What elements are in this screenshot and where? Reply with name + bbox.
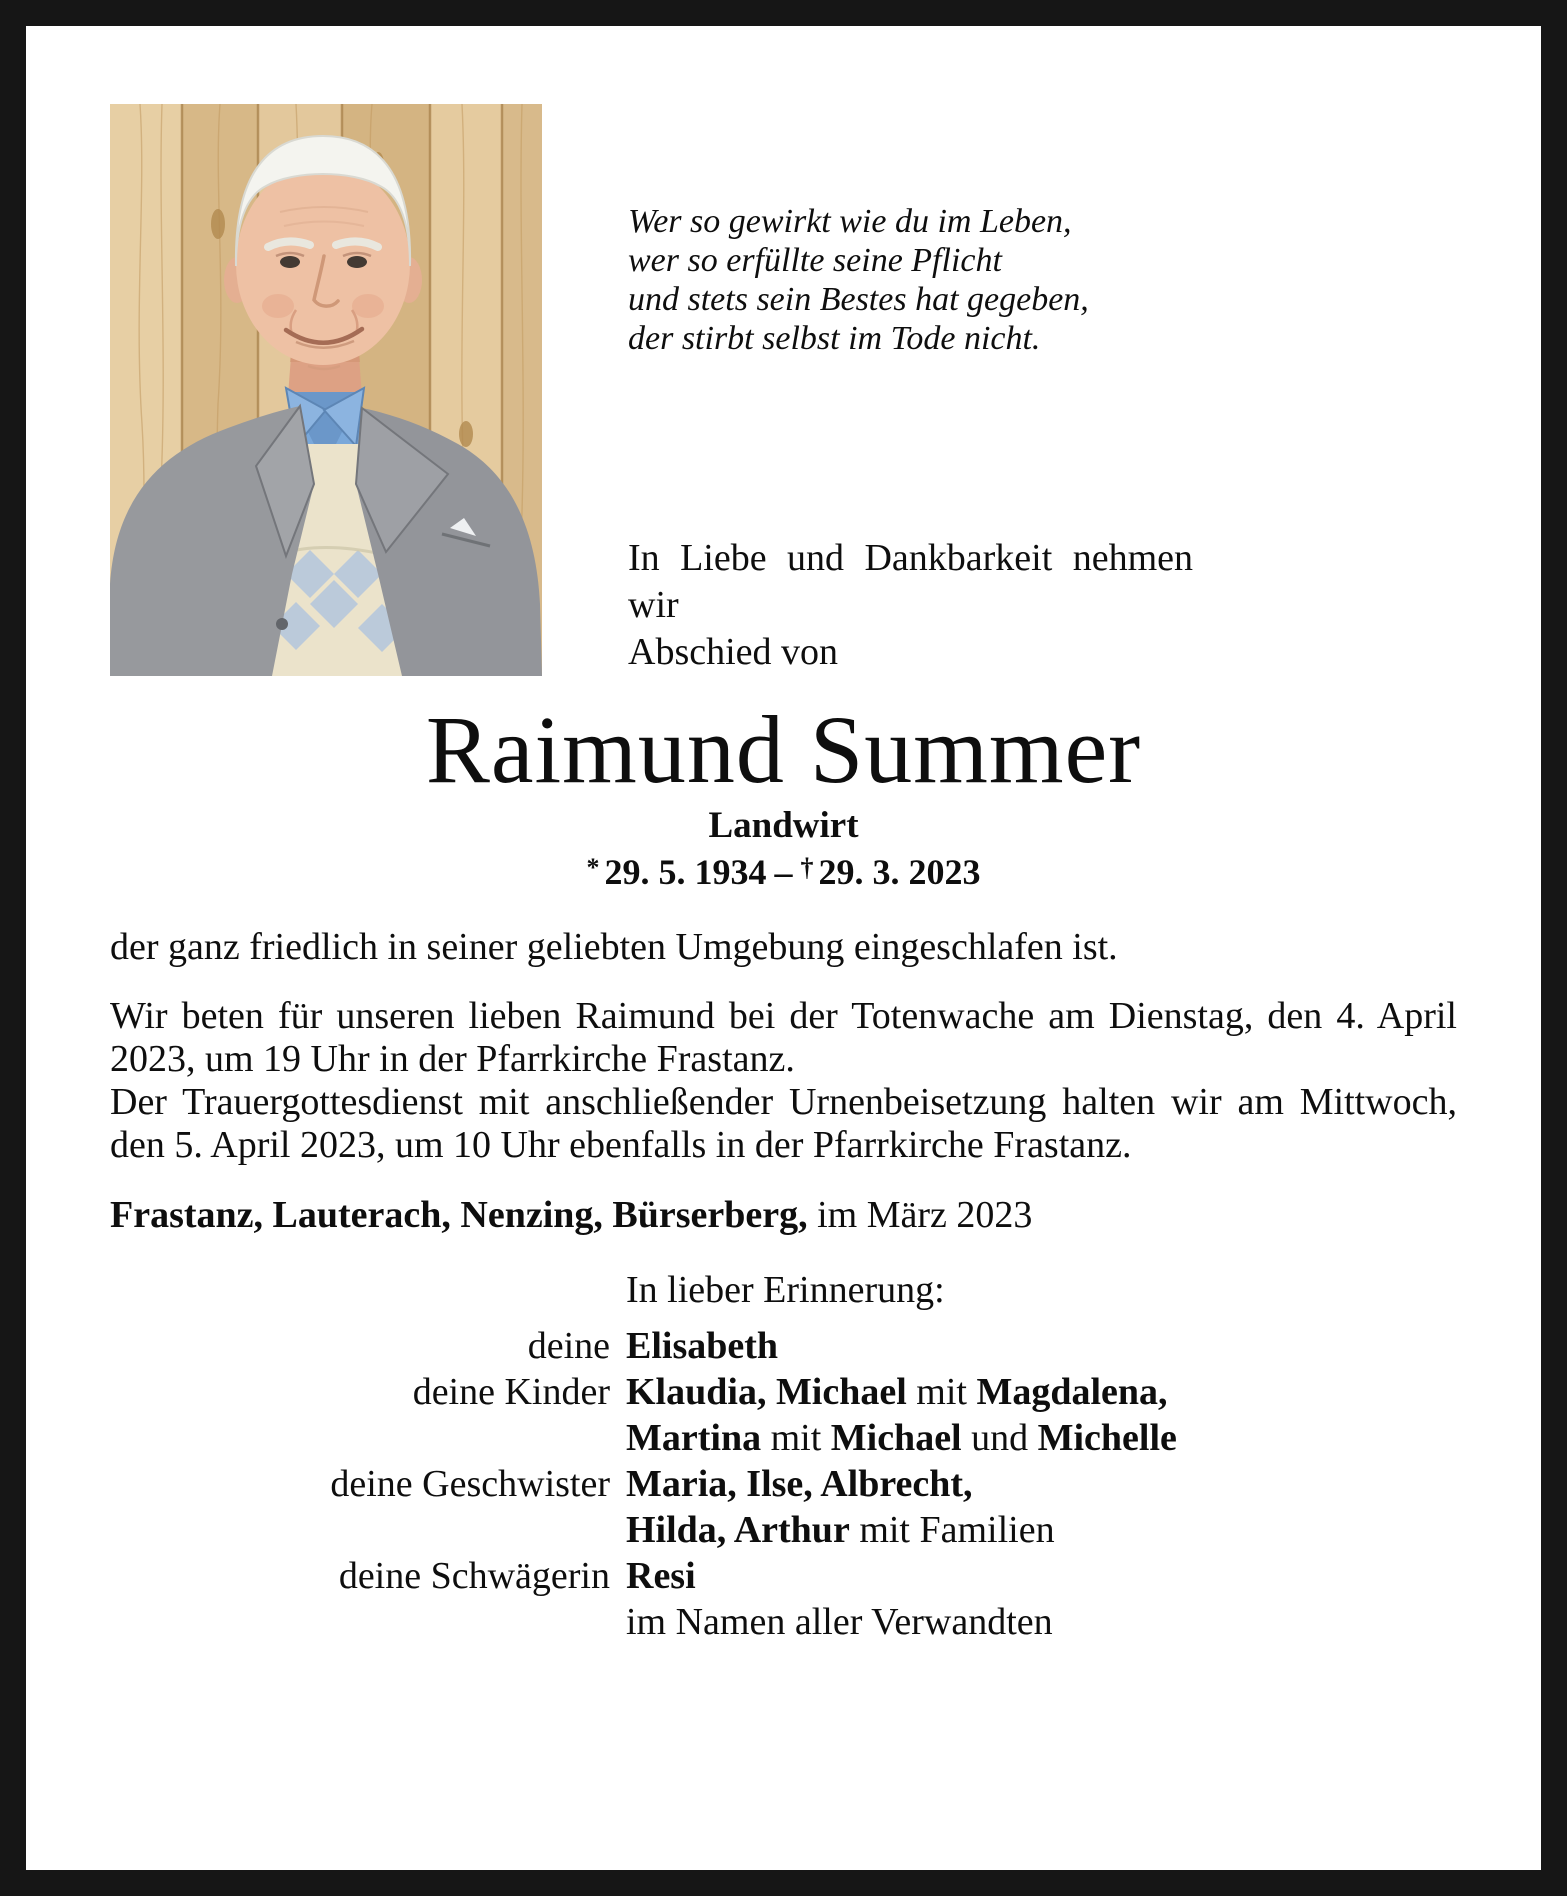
remembrance-relation-label: deine Geschwister — [330, 1463, 610, 1506]
remembrance-section — [110, 1267, 1457, 1645]
poem-line: wer so erfüllte seine Pflicht — [628, 242, 1002, 279]
service-announcements — [110, 995, 1457, 1167]
remembrance-names: Elisabeth — [626, 1325, 779, 1368]
life-dates — [110, 850, 1457, 895]
farewell-intro — [628, 535, 1193, 676]
remembrance-names: Maria, Ilse, Albrecht, — [626, 1463, 973, 1506]
farewell-intro-line: Abschied von — [628, 631, 839, 673]
remembrance-relation-label — [110, 1415, 610, 1461]
birth-date: 29. 5. 1934 — [604, 852, 767, 893]
remembrance-relation-label: deine Kinder — [412, 1371, 610, 1414]
remembrance-names: Klaudia, Michael mit Magdalena, — [626, 1371, 1168, 1414]
death-date: 29. 3. 2023 — [818, 852, 981, 893]
remembrance-relation-label: deine — [527, 1325, 610, 1368]
deceased-profession: Landwirt — [708, 804, 859, 846]
places-line — [110, 1193, 1457, 1237]
places-names: Frastanz, Lauterach, Nenzing, Bürserberg, — [110, 1194, 808, 1237]
funeral-announcement: Der Trauergottesdienst mit anschließender Urnenbeisetzung halten wir am Mittwoch, den 5. April 2023, um 10 Uhr ebenfalls in der Pfarrkirche Frastanz. — [110, 1081, 1457, 1167]
places-date: im März 2023 — [807, 1194, 1033, 1237]
remembrance-relation-label: deine Schwägerin — [338, 1555, 610, 1598]
poem-line: und stets sein Bestes hat gegeben, — [628, 281, 1089, 318]
birth-symbol: * — [586, 853, 600, 883]
remembrance-relation-label — [110, 1507, 610, 1553]
death-dagger-symbol: † — [800, 853, 814, 883]
remembrance-names: im Namen aller Verwandten — [626, 1601, 1053, 1644]
remembrance-names: Hilda, Arthur mit Familien — [626, 1509, 1055, 1552]
header-text-column — [542, 104, 1457, 676]
deceased-name: Raimund Summer — [425, 696, 1142, 803]
dates-separator: – — [774, 852, 793, 893]
death-circumstance-paragraph: der ganz friedlich in seiner geliebten Umgebung eingeschlafen ist. — [110, 926, 1118, 969]
memorial-poem — [628, 202, 1457, 358]
portrait-photo — [110, 104, 542, 676]
remembrance-title: In lieber Erinnerung: — [626, 1269, 945, 1312]
obituary-content — [26, 26, 1541, 1645]
farewell-intro-line: In Liebe und Dankbarkeit nehmen wir — [628, 537, 1193, 626]
remembrance-names: Martina mit Michael und Michelle — [626, 1417, 1177, 1460]
poem-line: Wer so gewirkt wie du im Leben, — [628, 203, 1072, 240]
header-section — [110, 104, 1457, 676]
wake-announcement: Wir beten für unseren lieben Raimund bei der Totenwache am Dienstag, den 4. April 2023, um 19 Uhr in der Pfarrkirche Frastanz. — [110, 995, 1457, 1081]
remembrance-names: Resi — [626, 1555, 696, 1598]
remembrance-relation-label — [110, 1599, 610, 1645]
remembrance-list — [110, 1323, 1457, 1645]
poem-line: der stirbt selbst im Tode nicht. — [628, 320, 1041, 357]
